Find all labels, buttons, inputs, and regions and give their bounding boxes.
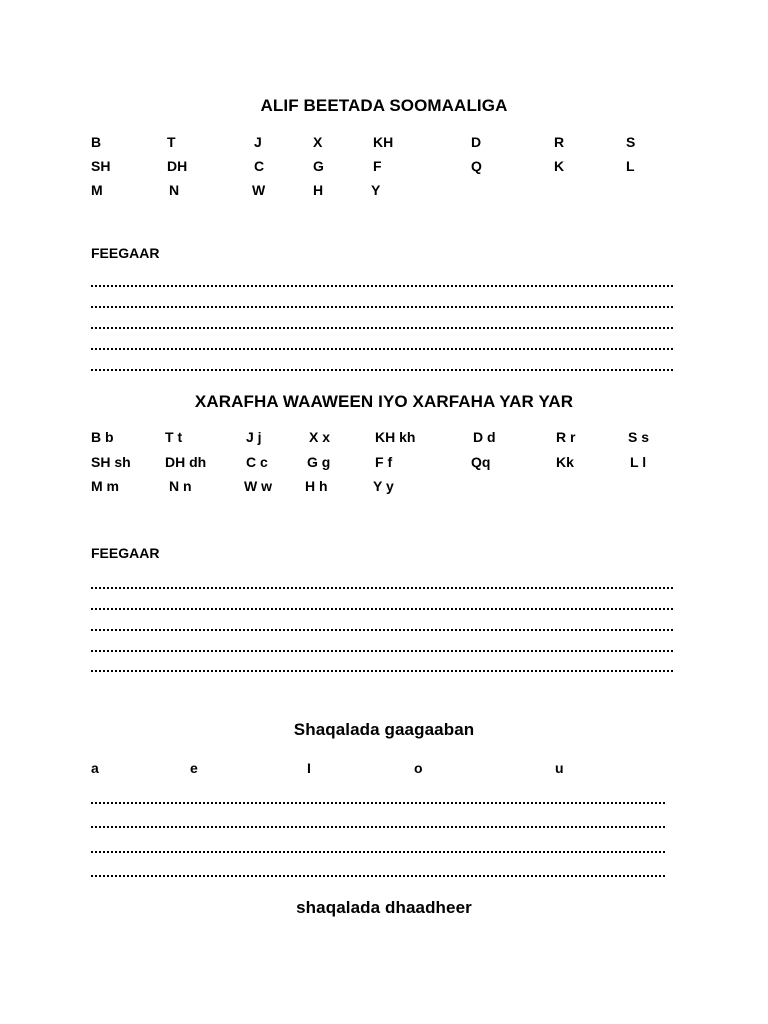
writing-line [91,327,673,331]
letter-pair-cell: R r [556,429,576,445]
letter-pair-cell: B b [91,429,114,445]
letter-cell: J [254,134,262,150]
letter-pair-cell: D d [473,429,496,445]
pairs-row-3 [0,478,768,498]
writing-line [91,650,673,654]
letter-pair-cell: G g [307,454,331,470]
letter-cell: N [169,182,180,198]
letter-cell: H [313,182,324,198]
letter-pair-cell: Kk [556,454,574,470]
writing-line [91,851,665,855]
writing-line [91,629,673,633]
section-title-short-vowels: Shaqalada gaagaaban [293,720,475,739]
writing-line [91,306,673,310]
writing-line [91,670,673,674]
vowels-row [0,760,768,780]
alphabet-row-3 [0,182,768,202]
letter-pair-cell: Qq [471,454,491,470]
alphabet-row-1 [0,134,768,154]
letter-pair-cell: SH sh [91,454,131,470]
section-title-alphabet: ALIF BEETADA SOOMAALIGA [260,96,508,115]
letter-pair-cell: H h [305,478,328,494]
vowel-cell: e [190,760,198,776]
writing-line [91,369,673,373]
letter-cell: X [313,134,323,150]
letter-cell: L [626,158,635,174]
letter-pair-cell: N n [169,478,192,494]
letter-pair-cell: T t [165,429,183,445]
writing-line [91,875,665,879]
vowel-cell: o [414,760,423,776]
practice-label: FEEGAAR [91,245,160,261]
letter-cell: Q [471,158,482,174]
writing-line [91,348,673,352]
pairs-row-2 [0,454,768,474]
letter-pair-cell: M m [91,478,119,494]
section-title-long-vowels: shaqalada dhaadheer [296,898,472,917]
letter-cell: F [373,158,382,174]
letter-pair-cell: L l [630,454,647,470]
vowel-cell: I [307,760,311,776]
letter-cell: M [91,182,103,198]
letter-pair-cell: KH kh [375,429,416,445]
letter-cell: SH [91,158,111,174]
letter-cell: KH [373,134,394,150]
letter-cell: G [313,158,324,174]
letter-cell: D [471,134,482,150]
vowel-cell: u [555,760,564,776]
letter-pair-cell: J j [246,429,262,445]
writing-line [91,608,673,612]
vowel-cell: a [91,760,99,776]
letter-pair-cell: W w [244,478,272,494]
letter-cell: R [554,134,565,150]
letter-cell: K [554,158,565,174]
writing-line [91,802,665,806]
letter-pair-cell: F f [375,454,393,470]
letter-cell: S [626,134,636,150]
letter-pair-cell: Y y [373,478,394,494]
letter-cell: Y [371,182,381,198]
writing-line [91,826,665,830]
writing-line [91,587,673,591]
letter-pair-cell: DH dh [165,454,207,470]
letter-cell: C [254,158,265,174]
letter-pair-cell: S s [628,429,650,445]
letter-pair-cell: X x [309,429,331,445]
practice-label: FEEGAAR [91,545,160,561]
letter-cell: DH [167,158,188,174]
letter-pair-cell: C c [246,454,268,470]
alphabet-row-2 [0,158,768,178]
letter-cell: B [91,134,102,150]
letter-cell: W [252,182,266,198]
letter-cell: T [167,134,176,150]
pairs-row-1 [0,429,768,449]
writing-line [91,285,673,289]
section-title-upper-lower: XARAFHA WAAWEEN IYO XARFAHA YAR YAR [194,392,574,411]
